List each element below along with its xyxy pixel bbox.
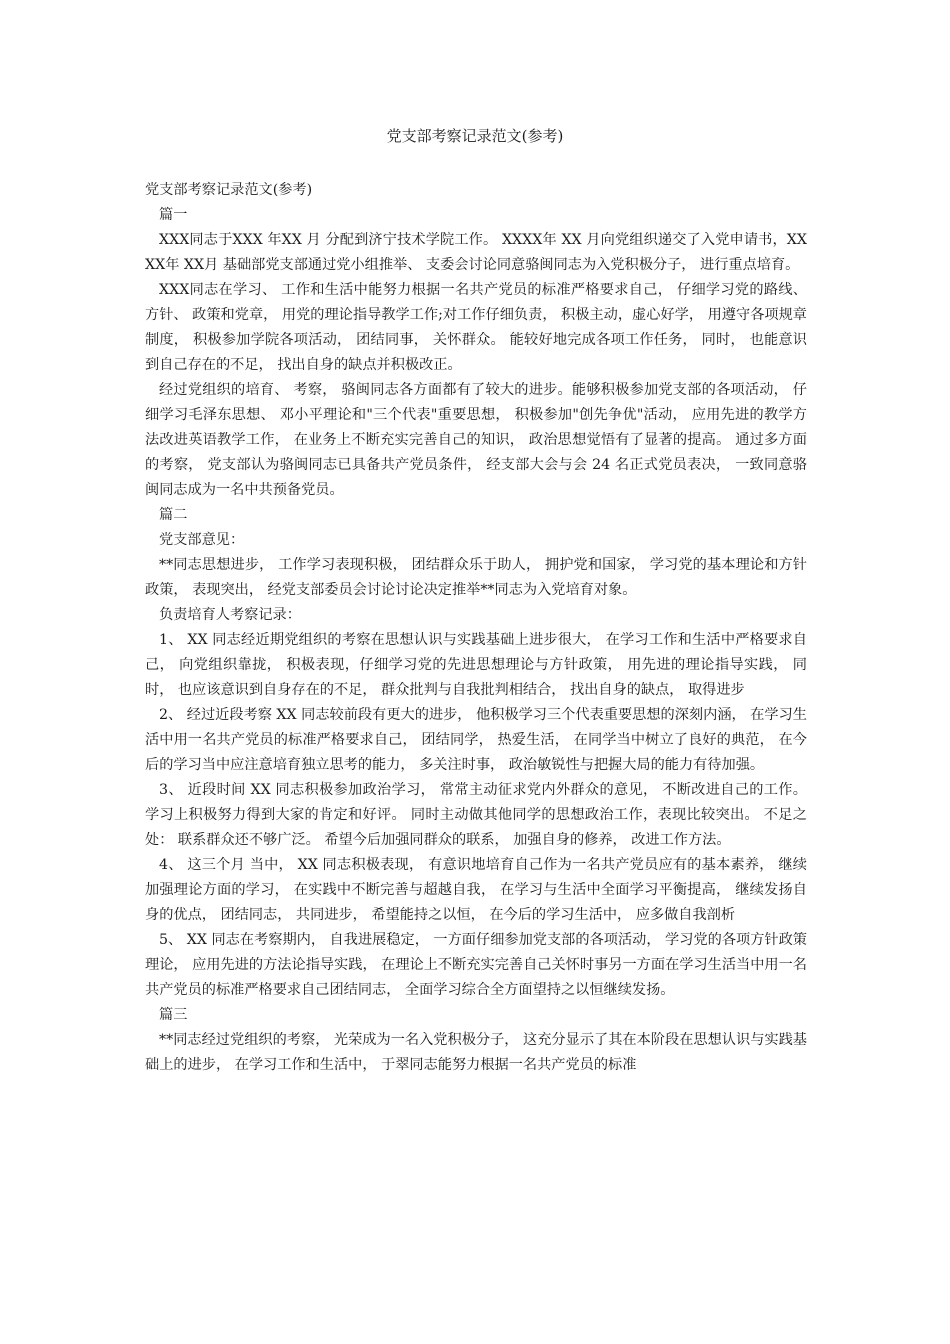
paragraph: **同志经过党组织的考察， 光荣成为一名入党积极分子， 这充分显示了其在本阶段在思想认识与实践基础上的进步， 在学习工作和生活中， 于翠同志能努力根据一名共产党员的标准: [145, 1032, 807, 1073]
record-item: 3、 近段时间 XX 同志积极参加政治学习， 常常主动征求党内外群众的意见， 不断改进自己的工作。 学习上积极努力得到大家的肯定和好评。 同时主动做其他同学的思想政治工作，表现比较突出。 不足之处： 联系群众还不够广泛。 希望今后加强同群众的联系， 加强自身的修养， 改进工作方法。: [145, 782, 807, 848]
document-subtitle: 党支部考察记录范文(参考): [145, 182, 313, 198]
document-body: [145, 178, 807, 1078]
opinion-label: 党支部意见：: [159, 532, 245, 548]
document-title: 党支部考察记录范文(参考): [386, 127, 564, 145]
record-label: 负责培育人考察记录：: [159, 607, 301, 623]
record-item: 2、 经过近段考察 XX 同志较前段有更大的进步， 他积极学习三个代表重要思想的深刻内涵， 在学习生活中用一名共产党员的标准严格要求自己， 团结同学， 热爱生活， 在同学当中树立了良好的典范， 在今后的学习当中应注意培育独立思考的能力， 多关注时事， 政治敏锐性与把握大局的能力有待加强。: [145, 707, 807, 773]
paragraph: 经过党组织的培育、 考察， 骆闽同志各方面都有了较大的进步。能够积极参加党支部的各项活动， 仔细学习毛泽东思想、 邓小平理论和"三个代表"重要思想， 积极参加"创先争优"活动， 应用先进的教学方法改进英语教学工作， 在业务上不断充实完善自己的知识， 政治思想觉悟有了显著的提高。 通过多方面的考察， 党支部认为骆闽同志已具备共产党员条件， 经支部大会与会 24 名正式党员表决， 一致同意骆闽同志成为一名中共预备党员。: [145, 382, 807, 498]
record-item: 4、 这三个月 当中， XX 同志积极表现， 有意识地培育自己作为一名共产党员应有的基本素养， 继续加强理论方面的学习， 在实践中不断完善与超越自我， 在学习与生活中全面学习平衡提高， 继续发扬自身的优点， 团结同志， 共同进步， 希望能持之以恒， 在今后的学习生活中， 应多做自我剖析: [145, 857, 807, 923]
paragraph: **同志思想进步， 工作学习表现积极， 团结群众乐于助人， 拥护党和国家， 学习党的基本理论和方针政策， 表现突出， 经党支部委员会讨论讨论决定推举**同志为入党培育对象。: [145, 557, 807, 598]
paragraph: XXX同志在学习、 工作和生活中能努力根据一名共产党员的标准严格要求自己， 仔细学习党的路线、 方针、 政策和党章， 用党的理论指导教学工作;对工作仔细负责， 积极主动，虚心好学， 用遵守各项规章制度， 积极参加学院各项活动， 团结同事， 关怀群众。 能较好地完成各项工作任务， 同时， 也能意识到自己存在的不足， 找出自身的缺点并积极改正。: [145, 282, 807, 373]
paragraph: XXX同志于XXX 年XX 月 分配到济宁技术学院工作。 XXXX年 XX 月向党组织递交了入党申请书，XXXX年 XX月 基础部党支部通过党小组推举、 支委会讨论同意骆闽同志为入党积极分子， 进行重点培育。: [145, 232, 807, 273]
section-label-3: 篇三: [159, 1007, 188, 1023]
record-item: 5、 XX 同志在考察期内， 自我进展稳定， 一方面仔细参加党支部的各项活动， 学习党的各项方针政策理论， 应用先进的方法论指导实践， 在理论上不断充实完善自己关怀时事另一方面在学习生活当中用一名共产党员的标准严格要求自己团结同志， 全面学习综合全方面望持之以恒继续发扬。: [145, 932, 807, 998]
section-label-2: 篇二: [159, 507, 188, 523]
record-item: 1、 XX 同志经近期党组织的考察在思想认识与实践基础上进步很大， 在学习工作和生活中严格要求自己， 向党组织靠拢， 积极表现，仔细学习党的先进思想理论与方针政策， 用先进的理论指导实践， 同时， 也应该意识到自身存在的不足， 群众批判与自我批判相结合， 找出自身的缺点， 取得进步: [145, 632, 807, 698]
section-label-1: 篇一: [159, 207, 188, 223]
